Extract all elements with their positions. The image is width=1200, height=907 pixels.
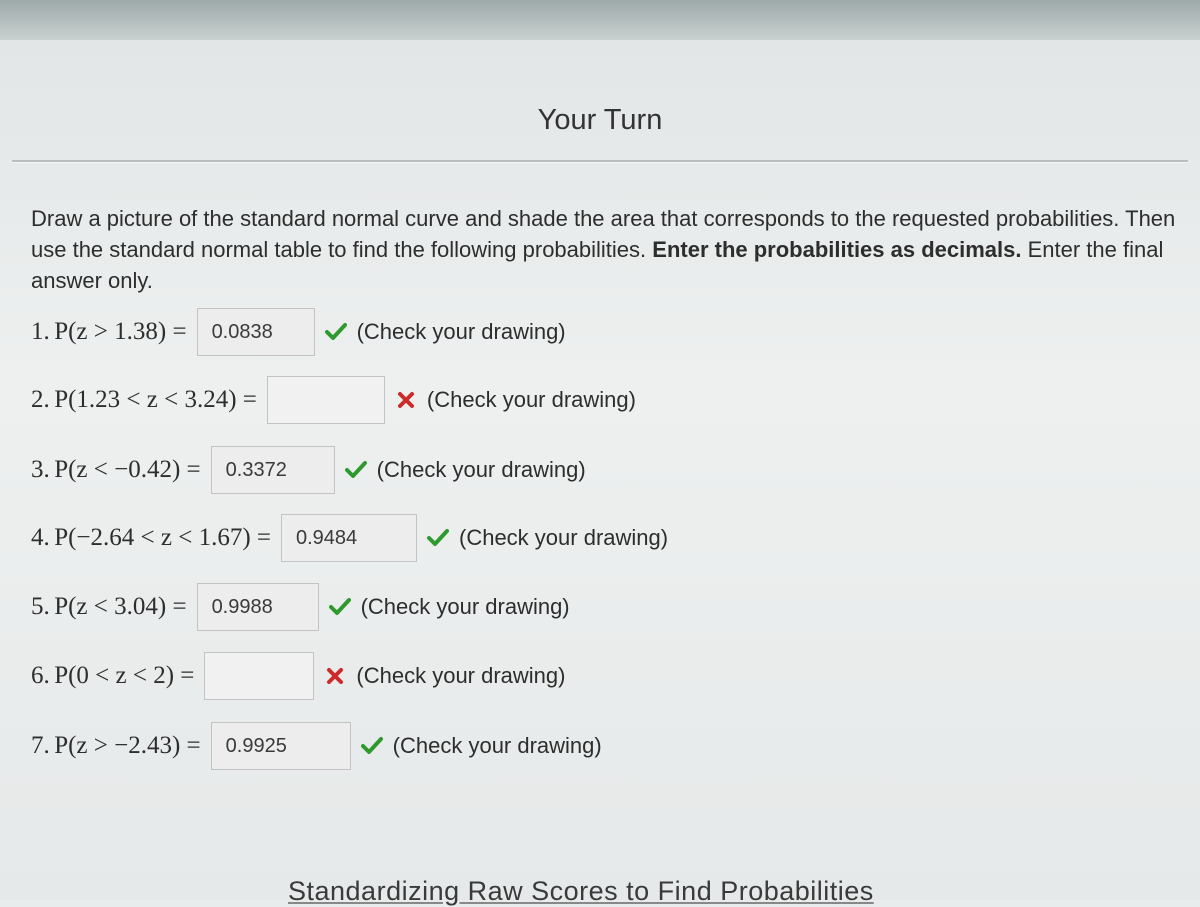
question-number: 1. xyxy=(31,318,50,345)
question-expression: P(−2.64 < z < 1.67) = xyxy=(54,524,271,551)
check-drawing-link[interactable]: (Check your drawing) xyxy=(376,457,586,482)
question-expression: P(z < 3.04) = xyxy=(54,593,187,620)
question-number: 3. xyxy=(31,456,50,483)
question-7 xyxy=(31,720,602,772)
checkmark-icon xyxy=(343,458,369,482)
question-6 xyxy=(31,650,565,702)
check-drawing-link[interactable]: (Check your drawing) xyxy=(356,663,566,688)
x-mark-icon xyxy=(393,388,419,412)
answer-field-3[interactable]: 0.3372 xyxy=(211,446,335,494)
question-number: 4. xyxy=(31,524,50,551)
divider xyxy=(12,160,1188,163)
question-expression: P(z < −0.42) = xyxy=(54,456,201,483)
answer-field-7[interactable]: 0.9925 xyxy=(211,722,351,770)
x-mark-icon xyxy=(322,664,348,688)
answer-field-1[interactable]: 0.0838 xyxy=(197,308,315,356)
answer-field-6[interactable] xyxy=(204,652,314,700)
instructions xyxy=(31,203,1181,296)
page-title: Your Turn xyxy=(537,104,663,136)
check-drawing-link[interactable]: (Check your drawing) xyxy=(426,387,636,412)
question-number: 7. xyxy=(31,732,50,759)
question-4 xyxy=(31,512,668,564)
question-number: 2. xyxy=(31,386,50,413)
question-expression: P(z > 1.38) = xyxy=(54,318,187,345)
question-2 xyxy=(31,374,636,426)
question-5 xyxy=(31,581,570,633)
question-3 xyxy=(31,444,586,496)
check-drawing-link[interactable]: (Check your drawing) xyxy=(392,733,602,758)
question-expression: P(1.23 < z < 3.24) = xyxy=(54,386,257,413)
question-number: 5. xyxy=(31,593,50,620)
question-expression: P(z > −2.43) = xyxy=(54,732,201,759)
checkmark-icon xyxy=(327,595,353,619)
question-number: 6. xyxy=(31,662,50,689)
instructions-text: Draw a picture of the standard normal curve and shade the area that corresponds to the requested probabilities. Then use the standard normal table to find the following probabilities. xyxy=(31,206,1176,262)
check-drawing-link[interactable]: (Check your drawing) xyxy=(459,525,669,550)
checkmark-icon xyxy=(359,734,385,758)
question-1 xyxy=(31,306,566,358)
checkmark-icon xyxy=(425,526,451,550)
instructions-bold: Enter the probabilities as decimals. xyxy=(652,237,1022,262)
answer-field-4[interactable]: 0.9484 xyxy=(281,514,417,562)
answer-field-2[interactable] xyxy=(267,376,385,424)
top-band xyxy=(0,0,1200,40)
check-drawing-link[interactable]: (Check your drawing) xyxy=(356,319,566,344)
answer-field-5[interactable]: 0.9988 xyxy=(197,583,319,631)
next-section-title[interactable]: Standardizing Raw Scores to Find Probabilities xyxy=(288,876,874,906)
check-drawing-link[interactable]: (Check your drawing) xyxy=(360,594,570,619)
question-expression: P(0 < z < 2) = xyxy=(54,662,195,689)
instructions-tail: Enter the final answer only. xyxy=(31,237,1164,293)
checkmark-icon xyxy=(323,320,349,344)
